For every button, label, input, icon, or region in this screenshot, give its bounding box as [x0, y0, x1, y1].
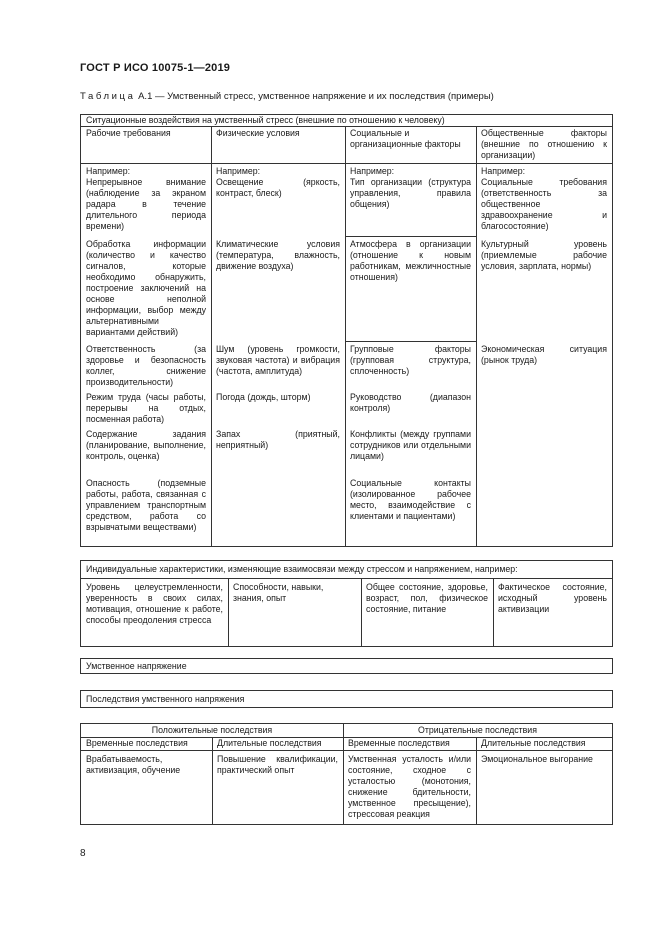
individual-item: Общее состояние, здоровье, возраст, пол, физическое состояние, питание [366, 582, 488, 614]
physical-item: Климатические условия (температура, влажность, движение воздуха) [216, 239, 340, 271]
positive-effects-header: Положительные последствия [151, 725, 273, 735]
header-physical-conditions: Физические условия [216, 128, 300, 138]
situational-table [80, 114, 613, 547]
work-demand-item: Ответственность (за здоровье и безопасность коллег, снижение производительности) [86, 344, 206, 387]
negative-effects-header: Отрицательные последствия [418, 725, 537, 735]
individual-item: Фактическое состояние, исходный уровень активизации [498, 582, 607, 614]
table-caption [80, 91, 494, 102]
sub-header: Длительные последствия [481, 738, 586, 748]
social-item: Руководство (диапазон контроля) [350, 392, 471, 413]
example-label: Например: [86, 166, 131, 176]
physical-item: Погода (дождь, шторм) [216, 392, 311, 402]
document-code: ГОСТ Р ИСО 10075-1—2019 [80, 62, 231, 74]
societal-item: Культурный уровень (приемлемые рабочие условия, зарплата, нормы) [481, 239, 607, 271]
social-item: Социальные контакты (изолированное рабочее место, взаимодействие с клиентами и пациентами) [350, 478, 471, 521]
work-demand-item: Непрерывное внимание (наблюдение за экраном радара в течение длительного периода времени) [86, 177, 206, 231]
individual-table [80, 560, 613, 647]
effect-item: Повышение квалификации, практический опыт [217, 754, 338, 775]
caption-label: Таблица [80, 91, 136, 102]
individual-item: Способности, навыки, знания, опыт [233, 582, 324, 603]
societal-item: Экономическая ситуация (рынок труда) [481, 344, 607, 365]
example-label: Например: [350, 166, 395, 176]
physical-item: Шум (уровень громкости, звуковая частота) и вибрация (частота, амплитуда) [216, 344, 340, 376]
individual-title: Индивидуальные характеристики, изменяющие взаимосвязи между стрессом и напряжением, например: [86, 564, 518, 574]
sub-header: Временные последствия [86, 738, 188, 748]
sub-header: Длительные последствия [217, 738, 322, 748]
individual-item: Уровень целеустремленности, уверенность в своих силах, мотивация, отношение к работе, способы преодоления стресса [86, 582, 223, 625]
social-item: Тип организации (структура управления, правила общения) [350, 177, 471, 209]
effects-table [80, 723, 613, 825]
mental-strain-title: Умственное напряжение [86, 661, 187, 671]
societal-item: Социальные требования (ответственность за общественное здравоохранение и благосостояние) [481, 177, 607, 231]
sub-header: Временные последствия [348, 738, 450, 748]
consequences-title: Последствия умственного напряжения [86, 694, 245, 704]
consequences-bar [80, 690, 613, 708]
row-divider [81, 126, 612, 127]
work-demand-item: Обработка информации (количество и качество сигналов, которые необходимо обнаружить, построение заключений на основе неполной информации, выбор между альтернативными вариантами действий) [86, 239, 206, 337]
effect-item: Эмоциональное выгорание [481, 754, 593, 764]
work-demand-item: Содержание задания (планирование, выполнение, контроль, оценка) [86, 429, 206, 461]
physical-item: Освещение (яркость, контраст, блеск) [216, 177, 340, 198]
caption-text: А.1 — Умственный стресс, умственное напряжение и их последствия (примеры) [138, 91, 494, 102]
header-work-demands: Рабочие требования [86, 128, 171, 138]
effect-item: Умственная усталость и/или состояние, сходное с усталостью (монотония, снижение бдительности, умственное пресыщение), стрессовая реакция [348, 754, 471, 819]
row-divider [81, 578, 612, 579]
social-item: Конфликты (между группами сотрудников или отдельными лицами) [350, 429, 471, 461]
work-demand-item: Режим труда (часы работы, перерывы на отдых, посменная работа) [86, 392, 206, 424]
page-number: 8 [80, 848, 86, 859]
header-social-factors-text: Социальные и организационные факторы [350, 128, 461, 149]
row-divider [345, 341, 476, 342]
social-item: Групповые факторы (групповая структура, сплоченность) [350, 344, 471, 376]
situational-title: Ситуационные воздействия на умственный стресс (внешние по отношению к человеку) [86, 115, 445, 125]
row-divider [81, 163, 612, 164]
effect-item: Врабатываемость, активизация, обучение [86, 754, 181, 775]
row-divider [345, 236, 476, 237]
row-divider [81, 750, 612, 751]
social-item: Атмосфера в организации (отношение к новым работникам, межличностные отношения) [350, 239, 471, 282]
mental-strain-bar [80, 658, 613, 674]
col-divider [476, 737, 477, 824]
example-label: Например: [481, 166, 526, 176]
header-social-factors [345, 128, 476, 150]
work-demand-item: Опасность (подземные работы, работа, связанная с управлением транспортным средством, работа со взрывчатыми веществами) [86, 478, 206, 532]
header-societal-factors: Общественные факторы (внешние по отношению к организации) [481, 128, 607, 160]
example-label: Например: [216, 166, 261, 176]
col-divider [212, 737, 213, 824]
physical-item: Запах (приятный, неприятный) [216, 429, 340, 450]
